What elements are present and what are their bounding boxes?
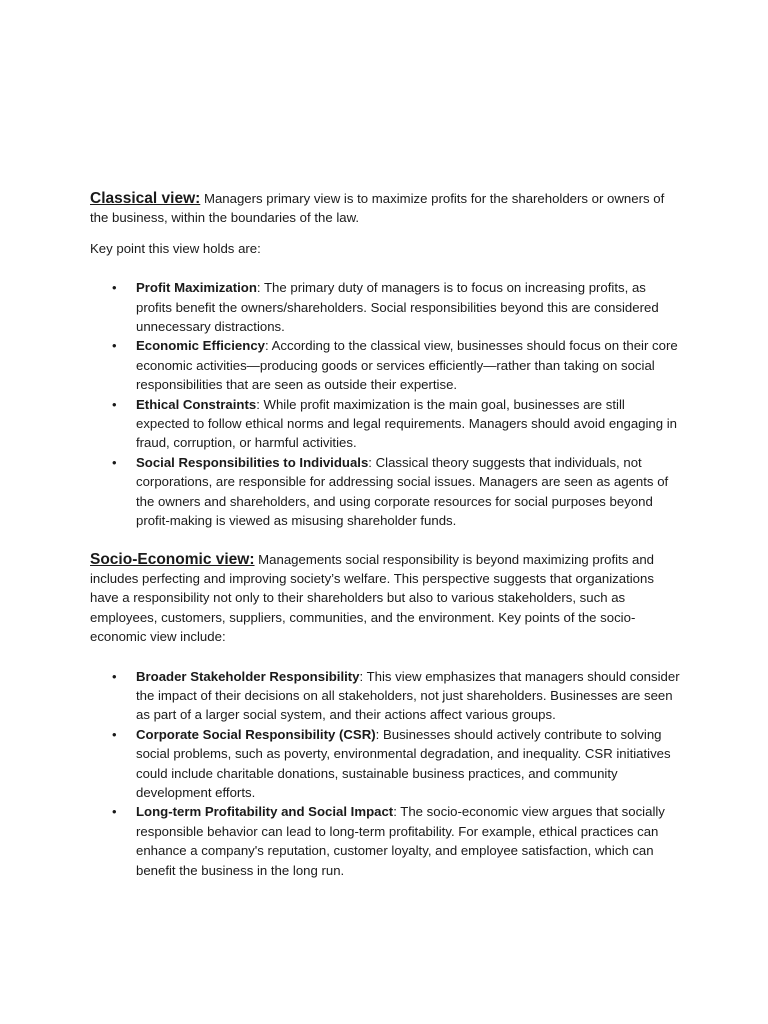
bullet-icon: • (112, 396, 117, 412)
classical-view-heading: Classical view: (90, 190, 201, 207)
list-item-text: : Businesses should actively contribute to solving social problems, such as poverty, environmental degradation, and inequality. CSR initiatives could include charitable donations, sustainable business practices, and community development efforts. (136, 726, 671, 800)
classical-intro-paragraph (90, 189, 680, 228)
list-item-text: : The primary duty of managers is to focus on increasing profits, as profits benefit the owners/shareholders. Social responsibilities beyond this are considered unnecessary distractions. (136, 280, 659, 335)
list-item-text: : According to the classical view, businesses should focus on their core economic activities—producing goods or services efficiently—rather than taking on social responsibilities that are seen as outside their expertise. (136, 338, 678, 393)
bullet-icon: • (112, 280, 117, 296)
list-item-text: : The socio-economic view argues that socially responsible behavior can lead to long-term profitability. For example, ethical practices can enhance a company's reputation, customer loyalty, and employee satisfaction, which can benefit the business in the long run. (136, 804, 665, 878)
list-item-text: : Classical theory suggests that individuals, not corporations, are responsible for addressing social issues. Managers are seen as agents of the owners and shareholders, and using corporate resources for social purposes beyond profit-making is viewed as misusing shareholder funds. (136, 454, 669, 529)
list-item-text: : While profit maximization is the main goal, businesses are still expected to follow ethical norms and legal requirements. Managers should avoid engaging in fraud, corruption, or harmful activities. (136, 396, 678, 451)
bullet-icon: • (112, 454, 117, 470)
bullet-icon: • (112, 804, 117, 820)
socio-economic-intro-paragraph (90, 550, 680, 647)
list-item-term: Corporate Social Responsibility (CSR) (136, 726, 376, 742)
list-item-term: Profit Maximization (136, 280, 257, 296)
list-item (112, 453, 680, 531)
bullet-icon: • (112, 726, 117, 742)
key-point-label: Key point this view holds are: (90, 240, 261, 256)
list-item-term: Ethical Constraints (136, 396, 257, 412)
classical-intro-text: Managers primary view is to maximize profits for the shareholders or owners of the business, within the boundaries of the law. (90, 191, 665, 226)
list-item-term: Social Responsibilities to Individuals (136, 454, 369, 470)
bullet-icon: • (112, 338, 117, 354)
list-item-term: Economic Efficiency (136, 338, 265, 354)
socio-economic-intro-text: Managements social responsibility is beyond maximizing profits and includes perfecting and improving society’s welfare. This perspective suggests that organizations have a responsibility not only to their shareholders but also to various stakeholders, such as employees, customers, suppliers, communities, and the environment. Key points of the socio-economic view include: (90, 551, 654, 645)
list-item-term: Broader Stakeholder Responsibility (136, 668, 360, 684)
list-item (112, 802, 680, 880)
classical-points-list (90, 278, 680, 530)
list-item (112, 667, 680, 725)
list-item-term: Long-term Profitability and Social Impact (136, 804, 394, 820)
list-item-text: : This view emphasizes that managers should consider the impact of their decisions on all stakeholders, not just shareholders. Businesses are seen as part of a larger social system, and their actions affect various groups. (136, 668, 680, 723)
list-item (112, 278, 680, 336)
bullet-icon: • (112, 668, 117, 684)
list-item (112, 725, 680, 803)
socio-economic-points-list (90, 667, 680, 880)
document-content (90, 189, 680, 880)
list-item (112, 395, 680, 453)
list-item (112, 336, 680, 394)
socio-economic-view-heading: Socio-Economic view: (90, 550, 255, 568)
